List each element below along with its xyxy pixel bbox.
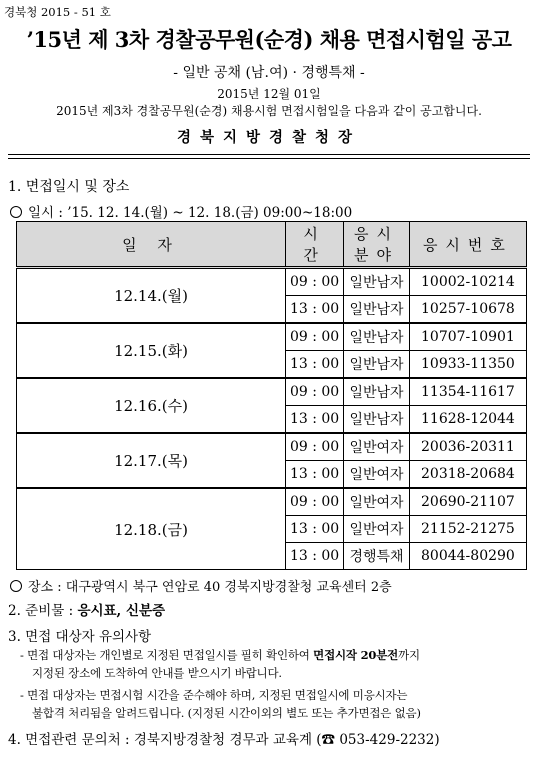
cell-number: 10257-10678 <box>409 296 526 324</box>
cell-time: 09 : 00 <box>286 268 344 296</box>
cell-field: 일반남자 <box>344 351 410 379</box>
note1-text-bold: 면접시작 20분전 <box>313 648 399 662</box>
cell-time: 13 : 00 <box>286 296 344 324</box>
cell-time: 13 : 00 <box>286 351 344 379</box>
note1-line1 <box>20 647 420 663</box>
section2-label: 2. 준비물 : <box>8 603 78 619</box>
header-time: 시 간 <box>286 222 344 268</box>
table-row <box>17 488 527 516</box>
note2-line2: 불합격 처리됨을 알려드립니다. (지정된 시간이외의 별도 또는 추가면접은 없음) <box>32 706 421 720</box>
cell-time: 09 : 00 <box>286 378 344 406</box>
cell-field: 일반여자 <box>344 488 410 516</box>
cell-date: 12.16.(수) <box>17 378 286 433</box>
cell-field: 일반남자 <box>344 406 410 434</box>
circle-bullet-icon <box>10 580 22 592</box>
schedule-text: 일시 : ’15. 12. 14.(월) ~ 12. 18.(금) 09:00~18:00 <box>28 205 353 221</box>
circle-bullet-icon <box>10 206 22 218</box>
section2-items: 응시표, 신분증 <box>77 603 166 619</box>
document-serial: 경북청 2015 - 51 호 <box>4 5 111 19</box>
table-row <box>17 268 527 296</box>
cell-number: 11354-11617 <box>409 378 526 406</box>
interview-schedule-table <box>16 221 527 570</box>
cell-number: 20318-20684 <box>409 461 526 489</box>
section4-contact: 4. 면접관련 문의처 : 경북지방경찰청 경무과 교육계 (☎ 053-429-2232) <box>8 732 440 748</box>
note1-text-a: - 면접 대상자는 개인별로 지정된 면접일시를 필히 확인하여 <box>20 648 314 662</box>
table-row <box>17 323 527 351</box>
note1-text-c: 까지 <box>398 648 420 662</box>
cell-number: 10933-11350 <box>409 351 526 379</box>
document-title: ’15년 제 3차 경찰공무원(순경) 채용 면접시험일 공고 <box>26 27 512 52</box>
cell-time: 13 : 00 <box>286 406 344 434</box>
cell-field: 경행특채 <box>344 543 410 570</box>
cell-time: 13 : 00 <box>286 516 344 543</box>
cell-time: 13 : 00 <box>286 543 344 570</box>
note2-line1: - 면접 대상자는 면접시험 시간을 준수해야 하며, 지정된 면접일시에 미응시자는 <box>20 688 408 702</box>
issuing-agency: 경북지방경찰청장 <box>176 129 362 146</box>
header-number: 응시번호 <box>409 222 526 268</box>
header-field: 응시분야 <box>344 222 410 268</box>
cell-date: 12.18.(금) <box>17 488 286 570</box>
cell-number: 20036-20311 <box>409 433 526 461</box>
header-date: 일 자 <box>17 222 286 268</box>
cell-number: 10707-10901 <box>409 323 526 351</box>
section3-heading: 3. 면접 대상자 유의사항 <box>8 629 152 645</box>
cell-field: 일반남자 <box>344 378 410 406</box>
cell-time: 09 : 00 <box>286 323 344 351</box>
table-row <box>17 378 527 406</box>
cell-date: 12.14.(월) <box>17 268 286 324</box>
cell-field: 일반여자 <box>344 433 410 461</box>
cell-date: 12.15.(화) <box>17 323 286 378</box>
intro-text: 2015년 제3차 경찰공무원(순경) 채용시험 면접시험일을 다음과 같이 공고합니다. <box>56 104 482 118</box>
table-row <box>17 433 527 461</box>
note1-line2: 지정된 장소에 도착하여 안내를 받으시기 바랍니다. <box>32 666 282 680</box>
cell-time: 13 : 00 <box>286 461 344 489</box>
document-subtitle: - 일반 공채 (남․여) · 경행특채 - <box>173 65 365 81</box>
cell-field: 일반여자 <box>344 461 410 489</box>
cell-number: 20690-21107 <box>409 488 526 516</box>
cell-field: 일반남자 <box>344 296 410 324</box>
cell-date: 12.17.(목) <box>17 433 286 488</box>
cell-time: 09 : 00 <box>286 488 344 516</box>
cell-number: 21152-21275 <box>409 516 526 543</box>
divider <box>8 154 530 159</box>
cell-number: 11628-12044 <box>409 406 526 434</box>
cell-field: 일반여자 <box>344 516 410 543</box>
section2 <box>8 599 165 619</box>
schedule-line <box>10 201 352 221</box>
announcement-date: 2015년 12월 01일 <box>217 87 321 101</box>
cell-time: 09 : 00 <box>286 433 344 461</box>
section1-heading: 1. 면접일시 및 장소 <box>8 179 130 195</box>
cell-field: 일반남자 <box>344 323 410 351</box>
cell-number: 80044-80290 <box>409 543 526 570</box>
cell-number: 10002-10214 <box>409 268 526 296</box>
cell-field: 일반남자 <box>344 268 410 296</box>
place-line <box>10 576 392 595</box>
place-text: 장소 : 대구광역시 북구 연암로 40 경북지방경찰청 교육센터 2층 <box>28 580 392 595</box>
